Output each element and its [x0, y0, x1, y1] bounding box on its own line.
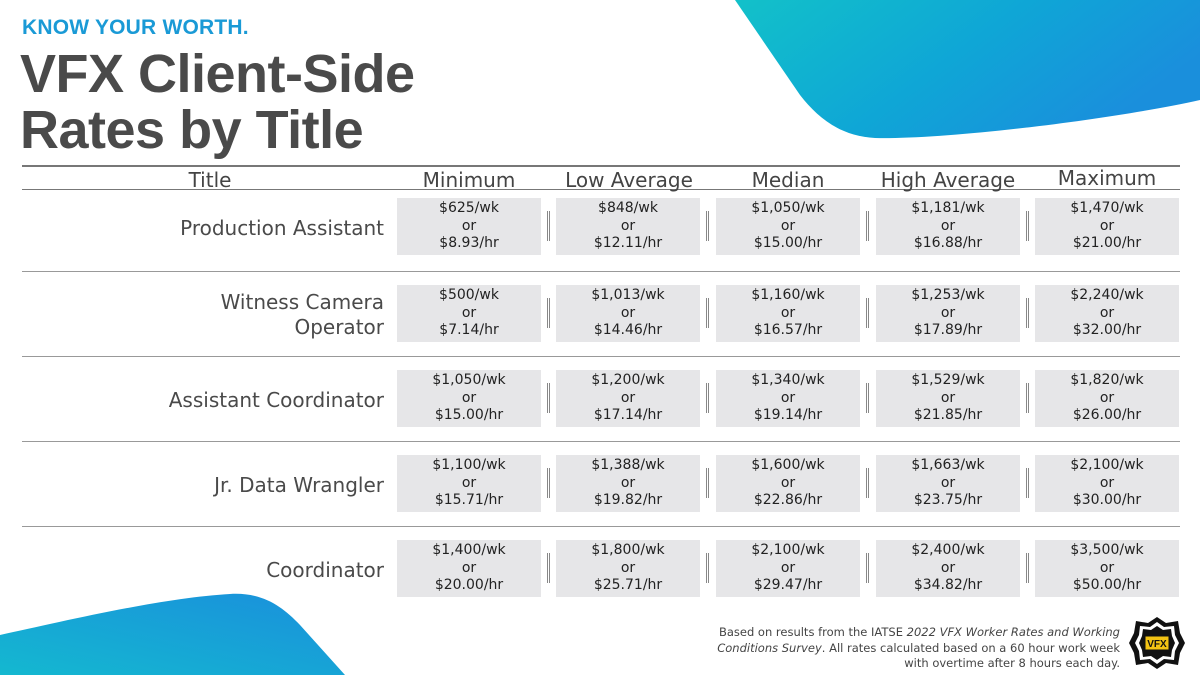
- footnote-survey-name: 2022 VFX Worker Rates and Working Conditions Survey: [717, 625, 1120, 655]
- column-separator: [706, 468, 709, 498]
- or-text: or: [780, 304, 796, 321]
- rate-cell-high-average: [876, 370, 1020, 427]
- hourly-rate: $50.00/hr: [1072, 577, 1142, 594]
- header-rule-top: [22, 165, 1180, 167]
- column-separator: [1026, 383, 1029, 413]
- column-separator: [866, 553, 869, 583]
- or-text: or: [461, 474, 477, 491]
- rate-cell-median: [716, 455, 860, 512]
- rate-cell-maximum: [1035, 285, 1179, 342]
- rate-cell-high-average: [876, 198, 1020, 255]
- weekly-rate: $1,253/wk: [911, 287, 985, 304]
- footnote: [700, 625, 1120, 672]
- row-title: [120, 455, 384, 515]
- weekly-rate: $1,800/wk: [591, 542, 665, 559]
- rate-cell-low-average: [556, 540, 700, 597]
- or-text: or: [461, 304, 477, 321]
- rate-cell-high-average: [876, 455, 1020, 512]
- rate-cell-minimum: [397, 198, 541, 255]
- column-separator: [706, 298, 709, 328]
- hourly-rate: $25.71/hr: [593, 577, 663, 594]
- weekly-rate: $1,400/wk: [432, 542, 506, 559]
- title-line-2: Rates by Title: [20, 100, 364, 160]
- footnote-part-2: . All rates calculated based on a 60 hour work week with overtime after 8 hours each day.: [821, 640, 1120, 670]
- title-line-1: VFX Client-Side: [20, 44, 415, 104]
- column-header-low-average: Low Average: [565, 168, 693, 192]
- row-divider: [22, 441, 1180, 442]
- hourly-rate: $15.00/hr: [434, 407, 504, 424]
- rate-cell-minimum: [397, 540, 541, 597]
- or-text: or: [940, 559, 956, 576]
- row-title-line: Assistant Coordinator: [168, 387, 384, 412]
- row-title: [120, 370, 384, 430]
- row-title: [120, 198, 384, 258]
- rate-cell-maximum: [1035, 198, 1179, 255]
- row-divider: [22, 356, 1180, 357]
- or-text: or: [1099, 474, 1115, 491]
- weekly-rate: $1,200/wk: [591, 372, 665, 389]
- rate-cell-maximum: [1035, 370, 1179, 427]
- or-text: or: [940, 304, 956, 321]
- rate-cell-minimum: [397, 370, 541, 427]
- row-title: [120, 285, 384, 345]
- or-text: or: [940, 389, 956, 406]
- weekly-rate: $848/wk: [598, 200, 658, 217]
- weekly-rate: $500/wk: [439, 287, 499, 304]
- hourly-rate: $30.00/hr: [1072, 492, 1142, 509]
- row-title-line: Witness Camera: [220, 290, 384, 314]
- weekly-rate: $2,400/wk: [911, 542, 985, 559]
- column-separator: [1026, 468, 1029, 498]
- hourly-rate: $17.89/hr: [913, 322, 983, 339]
- hourly-rate: $34.82/hr: [913, 577, 983, 594]
- hourly-rate: $15.71/hr: [434, 492, 504, 509]
- rate-cell-low-average: [556, 370, 700, 427]
- weekly-rate: $1,529/wk: [911, 372, 985, 389]
- rate-cell-high-average: [876, 285, 1020, 342]
- rate-cell-low-average: [556, 455, 700, 512]
- hourly-rate: $21.00/hr: [1072, 235, 1142, 252]
- or-text: or: [461, 217, 477, 234]
- weekly-rate: $1,050/wk: [432, 372, 506, 389]
- column-separator: [547, 468, 550, 498]
- hourly-rate: $16.57/hr: [753, 322, 823, 339]
- logo-text: VFX: [1147, 639, 1167, 650]
- or-text: or: [620, 559, 636, 576]
- rate-cell-median: [716, 540, 860, 597]
- column-separator: [547, 383, 550, 413]
- page-title: [20, 46, 415, 158]
- row-divider: [22, 526, 1180, 527]
- or-text: or: [461, 559, 477, 576]
- tagline: KNOW YOUR WORTH.: [22, 16, 249, 39]
- or-text: or: [620, 217, 636, 234]
- hourly-rate: $32.00/hr: [1072, 322, 1142, 339]
- hourly-rate: $29.47/hr: [753, 577, 823, 594]
- hourly-rate: $21.85/hr: [913, 407, 983, 424]
- column-header-title: Title: [188, 168, 232, 192]
- hourly-rate: $19.82/hr: [593, 492, 663, 509]
- or-text: or: [620, 389, 636, 406]
- hourly-rate: $19.14/hr: [753, 407, 823, 424]
- bottom-left-swoosh: [0, 594, 345, 675]
- weekly-rate: $2,240/wk: [1070, 287, 1144, 304]
- hourly-rate: $16.88/hr: [913, 235, 983, 252]
- weekly-rate: $1,470/wk: [1070, 200, 1144, 217]
- or-text: or: [620, 304, 636, 321]
- column-header-maximum: Maximum: [1057, 166, 1157, 190]
- column-separator: [706, 211, 709, 241]
- column-separator: [1026, 298, 1029, 328]
- hourly-rate: $15.00/hr: [753, 235, 823, 252]
- rate-cell-low-average: [556, 285, 700, 342]
- weekly-rate: $2,100/wk: [751, 542, 825, 559]
- hourly-rate: $12.11/hr: [593, 235, 663, 252]
- top-right-swoosh: [735, 0, 1200, 138]
- hourly-rate: $17.14/hr: [593, 407, 663, 424]
- footnote-part-1: Based on results from the IATSE: [718, 625, 907, 639]
- iatse-union-emblem-icon: [1128, 615, 1186, 671]
- column-separator: [547, 211, 550, 241]
- weekly-rate: $1,663/wk: [911, 457, 985, 474]
- or-text: or: [461, 389, 477, 406]
- hourly-rate: $26.00/hr: [1072, 407, 1142, 424]
- column-separator: [547, 298, 550, 328]
- column-header-minimum: Minimum: [422, 168, 516, 192]
- rate-cell-minimum: [397, 455, 541, 512]
- weekly-rate: $1,340/wk: [751, 372, 825, 389]
- column-separator: [866, 211, 869, 241]
- or-text: or: [940, 474, 956, 491]
- hourly-rate: $23.75/hr: [913, 492, 983, 509]
- hourly-rate: $22.86/hr: [753, 492, 823, 509]
- weekly-rate: $1,820/wk: [1070, 372, 1144, 389]
- row-title-line: Production Assistant: [180, 215, 384, 240]
- hourly-rate: $8.93/hr: [439, 235, 499, 252]
- or-text: or: [1099, 389, 1115, 406]
- weekly-rate: $1,050/wk: [751, 200, 825, 217]
- column-header-high-average: High Average: [880, 168, 1016, 192]
- row-divider: [22, 271, 1180, 272]
- column-separator: [866, 468, 869, 498]
- hourly-rate: $7.14/hr: [439, 322, 499, 339]
- rate-cell-minimum: [397, 285, 541, 342]
- column-separator: [866, 383, 869, 413]
- row-title: [120, 540, 384, 600]
- or-text: or: [1099, 217, 1115, 234]
- or-text: or: [1099, 304, 1115, 321]
- weekly-rate: $1,388/wk: [591, 457, 665, 474]
- weekly-rate: $3,500/wk: [1070, 542, 1144, 559]
- weekly-rate: $1,100/wk: [432, 457, 506, 474]
- or-text: or: [780, 389, 796, 406]
- row-title-line: Coordinator: [266, 557, 384, 582]
- column-separator: [706, 553, 709, 583]
- or-text: or: [780, 559, 796, 576]
- column-separator: [547, 553, 550, 583]
- weekly-rate: $1,013/wk: [591, 287, 665, 304]
- or-text: or: [620, 474, 636, 491]
- weekly-rate: $625/wk: [439, 200, 499, 217]
- rate-cell-median: [716, 285, 860, 342]
- rate-cell-high-average: [876, 540, 1020, 597]
- or-text: or: [780, 217, 796, 234]
- weekly-rate: $1,600/wk: [751, 457, 825, 474]
- rate-cell-maximum: [1035, 455, 1179, 512]
- rate-cell-maximum: [1035, 540, 1179, 597]
- row-title-line: Operator: [294, 315, 384, 339]
- hourly-rate: $14.46/hr: [593, 322, 663, 339]
- weekly-rate: $1,181/wk: [911, 200, 985, 217]
- rate-cell-median: [716, 198, 860, 255]
- weekly-rate: $1,160/wk: [751, 287, 825, 304]
- column-header-median: Median: [751, 168, 825, 192]
- rate-cell-low-average: [556, 198, 700, 255]
- or-text: or: [780, 474, 796, 491]
- column-separator: [866, 298, 869, 328]
- weekly-rate: $2,100/wk: [1070, 457, 1144, 474]
- or-text: or: [1099, 559, 1115, 576]
- column-separator: [706, 383, 709, 413]
- row-title-line: Jr. Data Wrangler: [214, 472, 384, 497]
- rate-cell-median: [716, 370, 860, 427]
- or-text: or: [940, 217, 956, 234]
- hourly-rate: $20.00/hr: [434, 577, 504, 594]
- column-separator: [1026, 211, 1029, 241]
- column-separator: [1026, 553, 1029, 583]
